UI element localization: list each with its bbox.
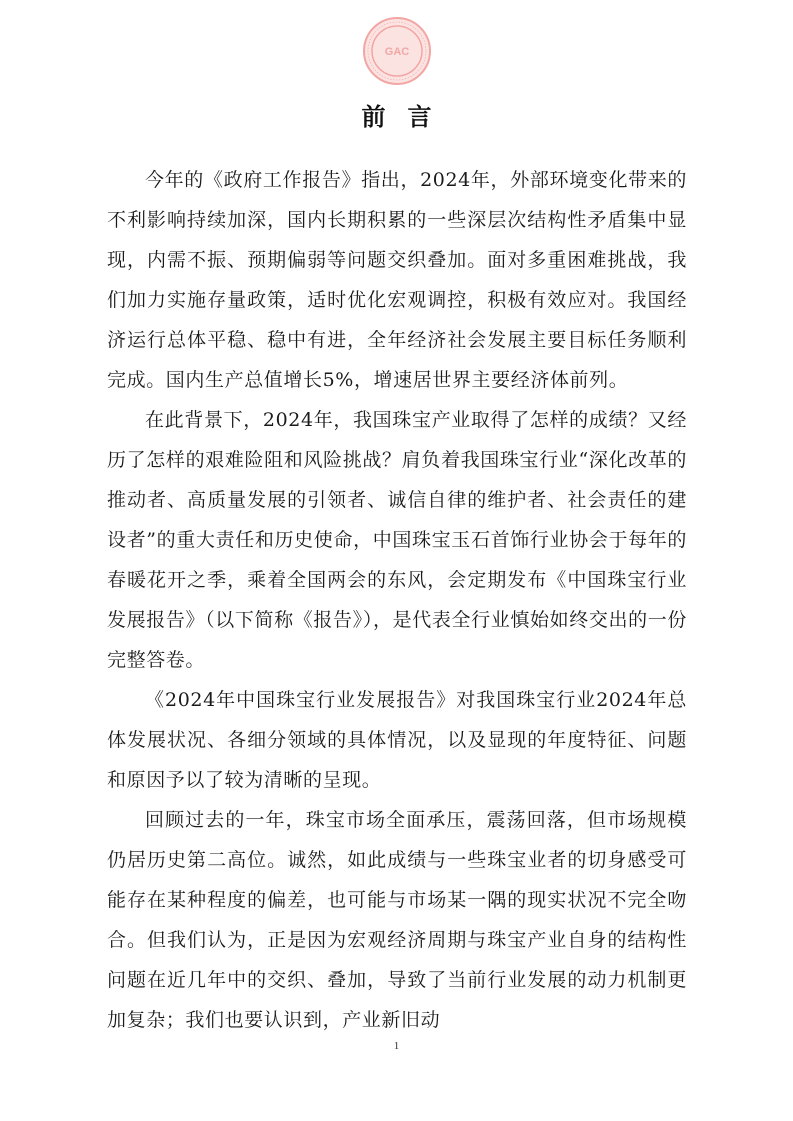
seal-text: GAC	[384, 46, 410, 58]
paragraph: 今年的《政府工作报告》指出，2024年，外部环境变化带来的不利影响持续加深，国内长期积累的一些深层次结构性矛盾集中显现，内需不振、预期偏弱等问题交织叠加。面对多重困难挑战，我们加力实施存量政策，适时优化宏观调控，积极有效应对。我国经济运行总体平稳、稳中有进，全年经济社会发展主要目标任务顺利完成。国内生产总值增长5%，增速居世界主要经济体前列。	[107, 169, 687, 391]
document-body	[107, 160, 687, 1040]
paragraph: 回顾过去的一年，珠宝市场全面承压，震荡回落，但市场规模仍居历史第二高位。诚然，如此成绩与一些珠宝业者的切身感受可能存在某种程度的偏差，也可能与市场某一隅的现实状况不完全吻合。但我们认为，正是因为宏观经济周期与珠宝产业自身的结构性问题在近几年中的交织、叠加，导致了当前行业发展的动力机制更加复杂；我们也要认识到，产业新旧动	[107, 809, 687, 1031]
association-seal-icon	[362, 16, 432, 86]
paragraph: 在此背景下，2024年，我国珠宝产业取得了怎样的成绩？又经历了怎样的艰难险阻和风险挑战？肩负着我国珠宝行业“深化改革的推动者、高质量发展的引领者、诚信自律的维护者、社会责任的建设者”的重大责任和历史使命，中国珠宝玉石首饰行业协会于每年的春暖花开之季，乘着全国两会的东风，会定期发布《中国珠宝行业发展报告》（以下简称《报告》），是代表全行业慎始如终交出的一份完整答卷。	[107, 409, 687, 671]
page-title: 前言	[361, 102, 454, 131]
paragraph: 《2024年中国珠宝行业发展报告》对我国珠宝行业2024年总体发展状况、各细分领域的具体情况，以及显现的年度特征、问题和原因予以了较为清晰的呈现。	[107, 689, 687, 791]
page-number: 1	[393, 1040, 400, 1052]
